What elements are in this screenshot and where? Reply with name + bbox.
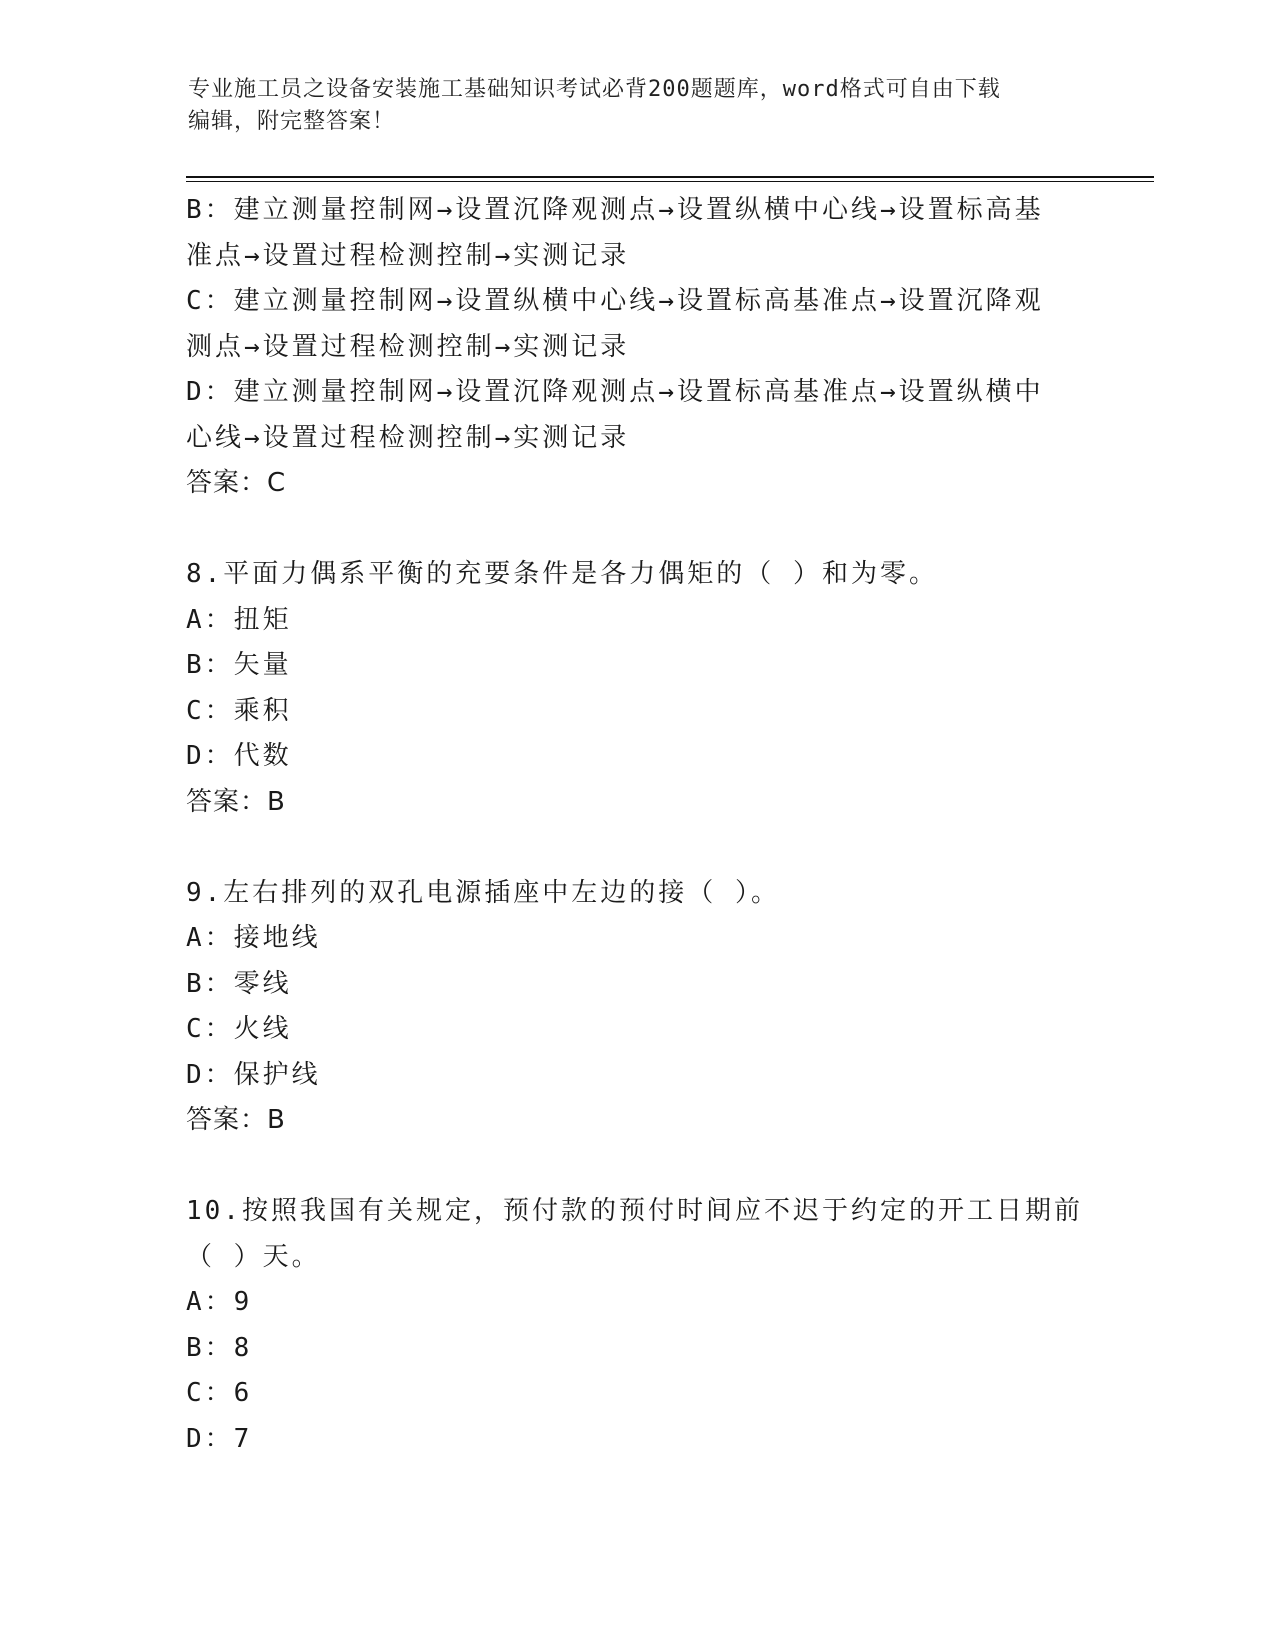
q10-option-b: B：8 — [186, 1332, 253, 1363]
spacer — [186, 1144, 1086, 1190]
q8-option-b: B：矢量 — [186, 650, 292, 680]
q7-answer: 答案：C — [186, 468, 287, 498]
q7-option-c-line1: C：建立测量控制网→设置纵横中心线→设置标高基准点→设置沉降观 — [186, 286, 1044, 316]
question-8 — [186, 552, 1086, 825]
q8-option-a: A：扭矩 — [186, 604, 292, 635]
q9-answer: 答案：B — [186, 1105, 286, 1135]
q10-option-d: D：7 — [186, 1423, 253, 1454]
q7-option-d-line1: D：建立测量控制网→设置沉降观测点→设置标高基准点→设置纵横中 — [186, 377, 1044, 407]
spacer — [186, 825, 1086, 871]
header-line-1: 专业施工员之设备安装施工基础知识考试必背200题题库，word格式可自由下载 — [188, 77, 1001, 102]
question-10 — [186, 1189, 1086, 1462]
question-list — [186, 188, 1086, 1462]
q9-stem: 9.左右排列的双孔电源插座中左边的接（ ）。 — [186, 877, 780, 908]
q7-option-c-line2: 测点→设置过程检测控制→实测记录 — [186, 331, 630, 362]
q9-option-c: C：火线 — [186, 1014, 292, 1044]
q8-option-d: D：代数 — [186, 741, 292, 771]
spacer — [186, 507, 1086, 553]
q7-option-d-line2: 心线→设置过程检测控制→实测记录 — [186, 422, 630, 453]
header-divider-thick — [186, 176, 1154, 178]
header-line-2: 编辑，附完整答案！ — [188, 109, 396, 134]
q9-option-a: A：接地线 — [186, 923, 321, 953]
q10-stem-line1: 10.按照我国有关规定，预付款的预付时间应不迟于约定的开工日期前 — [186, 1196, 1083, 1226]
q8-stem: 8.平面力偶系平衡的充要条件是各力偶矩的（ ）和为零。 — [186, 559, 938, 589]
q10-option-a: A：9 — [186, 1287, 253, 1317]
document-header — [188, 74, 1068, 138]
q9-option-b: B：零线 — [186, 968, 292, 999]
q8-option-c: C：乘积 — [186, 695, 292, 726]
q8-answer: 答案：B — [186, 786, 286, 817]
q7-option-b-line1: B：建立测量控制网→设置沉降观测点→设置纵横中心线→设置标高基 — [186, 195, 1044, 225]
q9-option-d: D：保护线 — [186, 1059, 321, 1090]
q7-option-b-line2: 准点→设置过程检测控制→实测记录 — [186, 240, 630, 271]
question-7-partial — [186, 188, 1086, 507]
question-9 — [186, 871, 1086, 1144]
q10-option-c: C：6 — [186, 1378, 253, 1408]
header-divider-thin — [186, 181, 1154, 182]
q10-stem-line2: （ ）天。 — [186, 1241, 321, 1272]
